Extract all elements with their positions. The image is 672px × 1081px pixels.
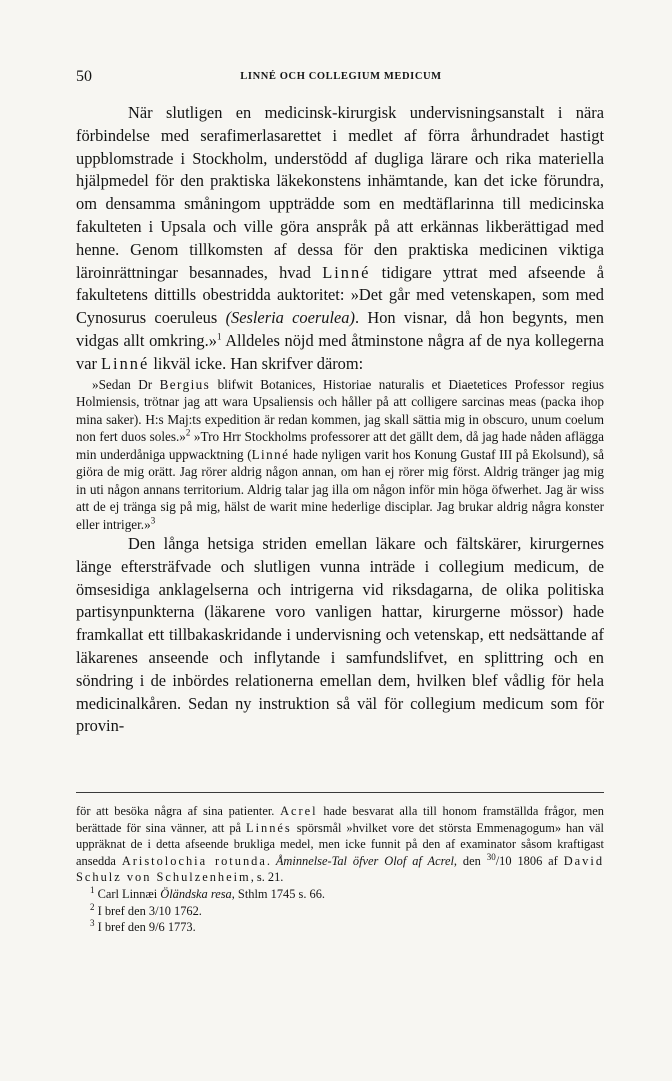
footnote-ref-2: 2 (185, 427, 191, 438)
latin-aristolochia: Aristolochia rotunda (121, 853, 267, 868)
footnote-ref-3: 3 (150, 515, 156, 526)
footnotes (76, 792, 604, 936)
latin-name: (Sesleria coerulea) (225, 308, 355, 328)
footnote-2: $^2$ I bref den 3/10 1762. (90, 901, 202, 918)
name-linne: Linné (322, 262, 371, 282)
name-linne: Linné (101, 353, 150, 373)
main-text (76, 102, 604, 738)
page-header (76, 68, 606, 88)
cited-title: Åminnelse-Tal öfver Olof af Acrel (275, 853, 454, 868)
footnote-continuation: för att besöka några af sina patienter. Acrel hade besvarat alla till honom framställda frågor, men berättade för sina vänner, att på Linnés spörsmål »hvilket vore det största Emmenagogum» han väl uppräknat de i detta afseende brukliga medel, men icke funnit på den af examinator såsom kraftigast ansedda Aristolochia rotunda. Åminnelse-Tal öfver Olof af Acrel, den $^{30}$/10 1806 af David Schulz von Schulzenheim, s. 21. (76, 804, 605, 885)
page-number: 50 (76, 68, 92, 85)
footnote-divider (76, 792, 604, 793)
footnote-3: $^3$ I bref den 9/6 1773. (90, 918, 196, 935)
name-bergius: Bergius (159, 376, 211, 392)
paragraph-2: Den långa hetsiga striden emellan läkare och fältskärer, kirurgernes länge eftersträfvade och slutligen vunna inträde i collegium medicum, de ömsesidiga anklagelserna och intrigerna vid riksdagarna, de olika politiska partisynpunkterna (läkarene voro vanligen hattar, kirurgerne mössor) hade framkallat ett tillbakaskridande i undervisning och vetenskap, ett nedsättande af läkarenes anseende och inflytande i samfundslifvet, en splittring och en söndring i de inbördes relationerna emellan dem, hvilken blef vådlig för hela medicinalkåren. Sedan ny instruktion så väl för collegium medicum som för provin- (76, 534, 604, 736)
block-quote: »Sedan Dr Bergius blifwit Botanices, Historiae naturalis et Diaetetices Professor regius Holmiensis, trötnar jag att wara Upsaliensis och håller på att colligere sarcinas meas (packa ihop mina saker). H:s Maj:ts expedition är redan kommen, jag skall sättia mig in obscuro, unum coelum non fert duos soles.»$^2$ »Tro Hrr Stockholms professorer att det gällt dem, då jag hade nåden aflägga min underdåniga uppwacktning (Linné hade nyligen varit hos Konung Gustaf III på Ekolsund), så giöra de mig orätt. Jag rörer aldrig någon annan, om han ej rörer mig först. Aldrig tränger jag mig in uti någon annans territorium. Aldrig talar jag illa om någon inför min höga öfwerhet. Jag är wiss att de ej tränga sig på mig, hälst de warit mine hederlige disciplar. Jag brukar aldrig några konster eller intriger.»$^3$ (76, 376, 604, 532)
name-linne: Linné (251, 446, 290, 462)
footnote-ref-1: 1 (216, 331, 222, 342)
paragraph-1: När slutligen en medicinsk-kirurgisk undervisningsanstalt i nära förbindelse med serafimerlasarettet i medlet af förra århundradet hastigt uppblomstrade i Stockholm, understödd af dugliga lärare och rika materiella hjälpmedel för den praktiska läkekonstens inhämtande, kan det icke förundra, om densamma småningom uppträdde som en medtäflarinna till medicinska fakulteten i Upsala och ville göra anspråk på att erkännas likberättigad med henne. Genom tillkomsten af dessa för den praktiska medicinen viktiga läroinrättningar besannades, hvad Linné tidigare yttrat med afseende å fakultetens dittills obestridda auktoritet: »Det går med vetenskapen, som med Cynosurus coeruleus (Sesleria coerulea). Hon visnar, då hon begynts, men vidgas allt omkring.»$^1$ Alldeles nöjd med åtminstone några af de nya kollegerna var Linné likväl icke. Han skrifver därom: (76, 103, 605, 373)
running-title: LINNÉ OCH COLLEGIUM MEDICUM (240, 71, 442, 82)
name-linnes: Linnés (246, 820, 292, 835)
name-schulz: David Schulz von Schulzenheim (76, 853, 605, 885)
footnote-1: $^1$ Carl Linnæi Öländska resa, Sthlm 1745 s. 66. (90, 884, 326, 901)
name-acrel: Acrel (280, 804, 318, 818)
